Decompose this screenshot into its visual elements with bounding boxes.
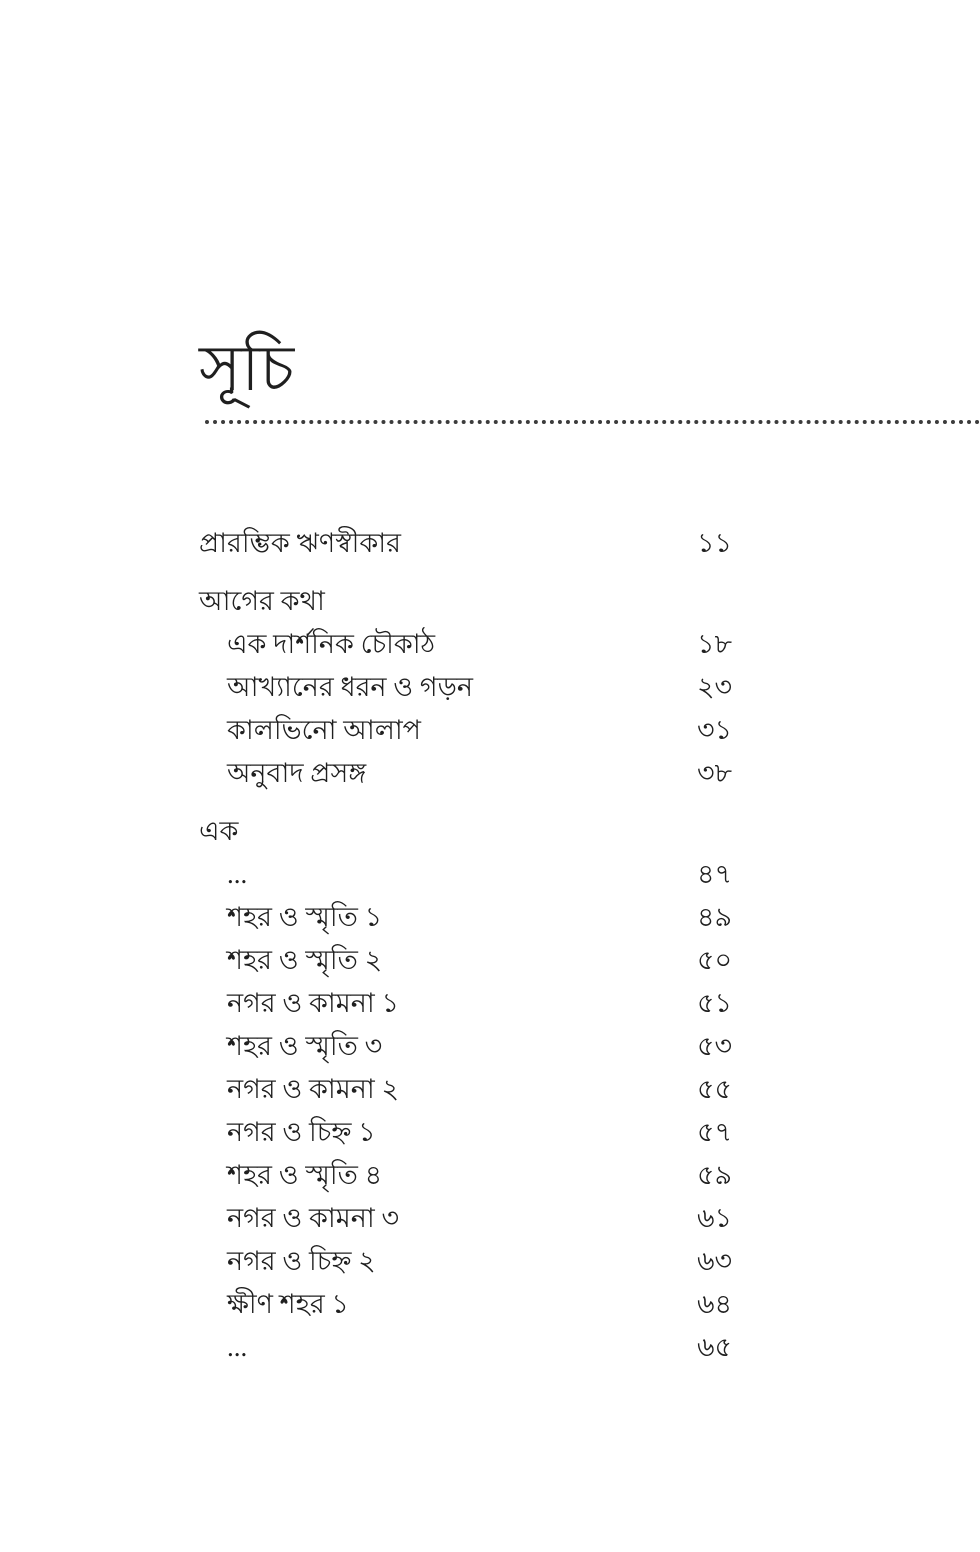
toc-entry-page: ৪৭ <box>697 858 733 889</box>
toc-row <box>199 982 980 1025</box>
toc-row <box>199 1197 980 1240</box>
toc-entry-label: প্রারম্ভিক ঋণস্বীকার <box>199 527 401 558</box>
title-dotted-rule <box>205 420 980 424</box>
toc-entry-label: নগর ও চিহ্ন ১ <box>227 1116 376 1147</box>
toc-entry-label: নগর ও কামনা ১ <box>227 987 399 1018</box>
toc-entry-page: ৫৭ <box>697 1116 733 1147</box>
toc-entry-label: নগর ও চিহ্ন ২ <box>227 1245 376 1276</box>
toc-entry-label: এক <box>199 815 239 846</box>
toc-entry-page: ৩৮ <box>697 757 733 788</box>
toc-row <box>199 1025 980 1068</box>
toc-entry-page: ৫০ <box>697 944 733 975</box>
toc-entry-page: ৬৪ <box>697 1288 733 1319</box>
toc-row <box>199 853 980 896</box>
toc-entry-label: শহর ও স্মৃতি ২ <box>227 944 383 975</box>
toc-entry-label: শহর ও স্মৃতি ৩ <box>227 1030 383 1061</box>
toc-row <box>199 580 980 623</box>
toc-page <box>199 332 980 1369</box>
toc-entry-label: নগর ও কামনা ৩ <box>227 1202 399 1233</box>
toc-entry-label: আগের কথা <box>199 585 325 616</box>
toc-entry-page: ৬৫ <box>697 1331 733 1362</box>
toc-entry-label: শহর ও স্মৃতি ৪ <box>227 1159 383 1190</box>
toc-row <box>199 896 980 939</box>
toc-entry-page: ৪৯ <box>697 901 733 932</box>
toc-entry-page: ১১ <box>697 527 733 558</box>
toc-entry-page: ৫৫ <box>697 1073 733 1104</box>
toc-entry-page: ৬৩ <box>697 1245 733 1276</box>
toc-entry-label: এক দার্শনিক চৌকাঠ <box>227 628 436 659</box>
toc-entry-label: ক্ষীণ শহর ১ <box>227 1288 349 1319</box>
toc-entry-label: ... <box>227 1331 248 1362</box>
toc-row <box>199 810 980 853</box>
toc-entry-page: ৫৯ <box>697 1159 733 1190</box>
toc-entry-label: অনুবাদ প্রসঙ্গ <box>227 757 367 788</box>
toc-row <box>199 623 980 666</box>
toc-entry-label: শহর ও স্মৃতি ১ <box>227 901 383 932</box>
toc-entry-page: ২৩ <box>697 671 733 702</box>
toc-entry-label: আখ্যানের ধরন ও গড়ন <box>227 671 474 702</box>
toc-row <box>199 1111 980 1154</box>
toc-row <box>199 1240 980 1283</box>
toc-list <box>199 522 980 1369</box>
page-title: সূচি <box>199 333 295 404</box>
toc-row <box>199 939 980 982</box>
toc-row <box>199 1068 980 1111</box>
toc-entry-page: ৫৩ <box>697 1030 733 1061</box>
toc-entry-page: ১৮ <box>697 628 733 659</box>
toc-entry-label: নগর ও কামনা ২ <box>227 1073 399 1104</box>
toc-row <box>199 1283 980 1326</box>
toc-row <box>199 666 980 709</box>
toc-row <box>199 709 980 752</box>
toc-entry-page: ৬১ <box>697 1202 733 1233</box>
toc-entry-label: কালভিনো আলাপ <box>227 714 421 745</box>
toc-row <box>199 1326 980 1369</box>
toc-row <box>199 522 980 565</box>
toc-row <box>199 1154 980 1197</box>
toc-entry-page: ৫১ <box>697 987 733 1018</box>
toc-row <box>199 752 980 795</box>
toc-entry-label: ... <box>227 858 248 889</box>
toc-entry-page: ৩১ <box>697 714 733 745</box>
